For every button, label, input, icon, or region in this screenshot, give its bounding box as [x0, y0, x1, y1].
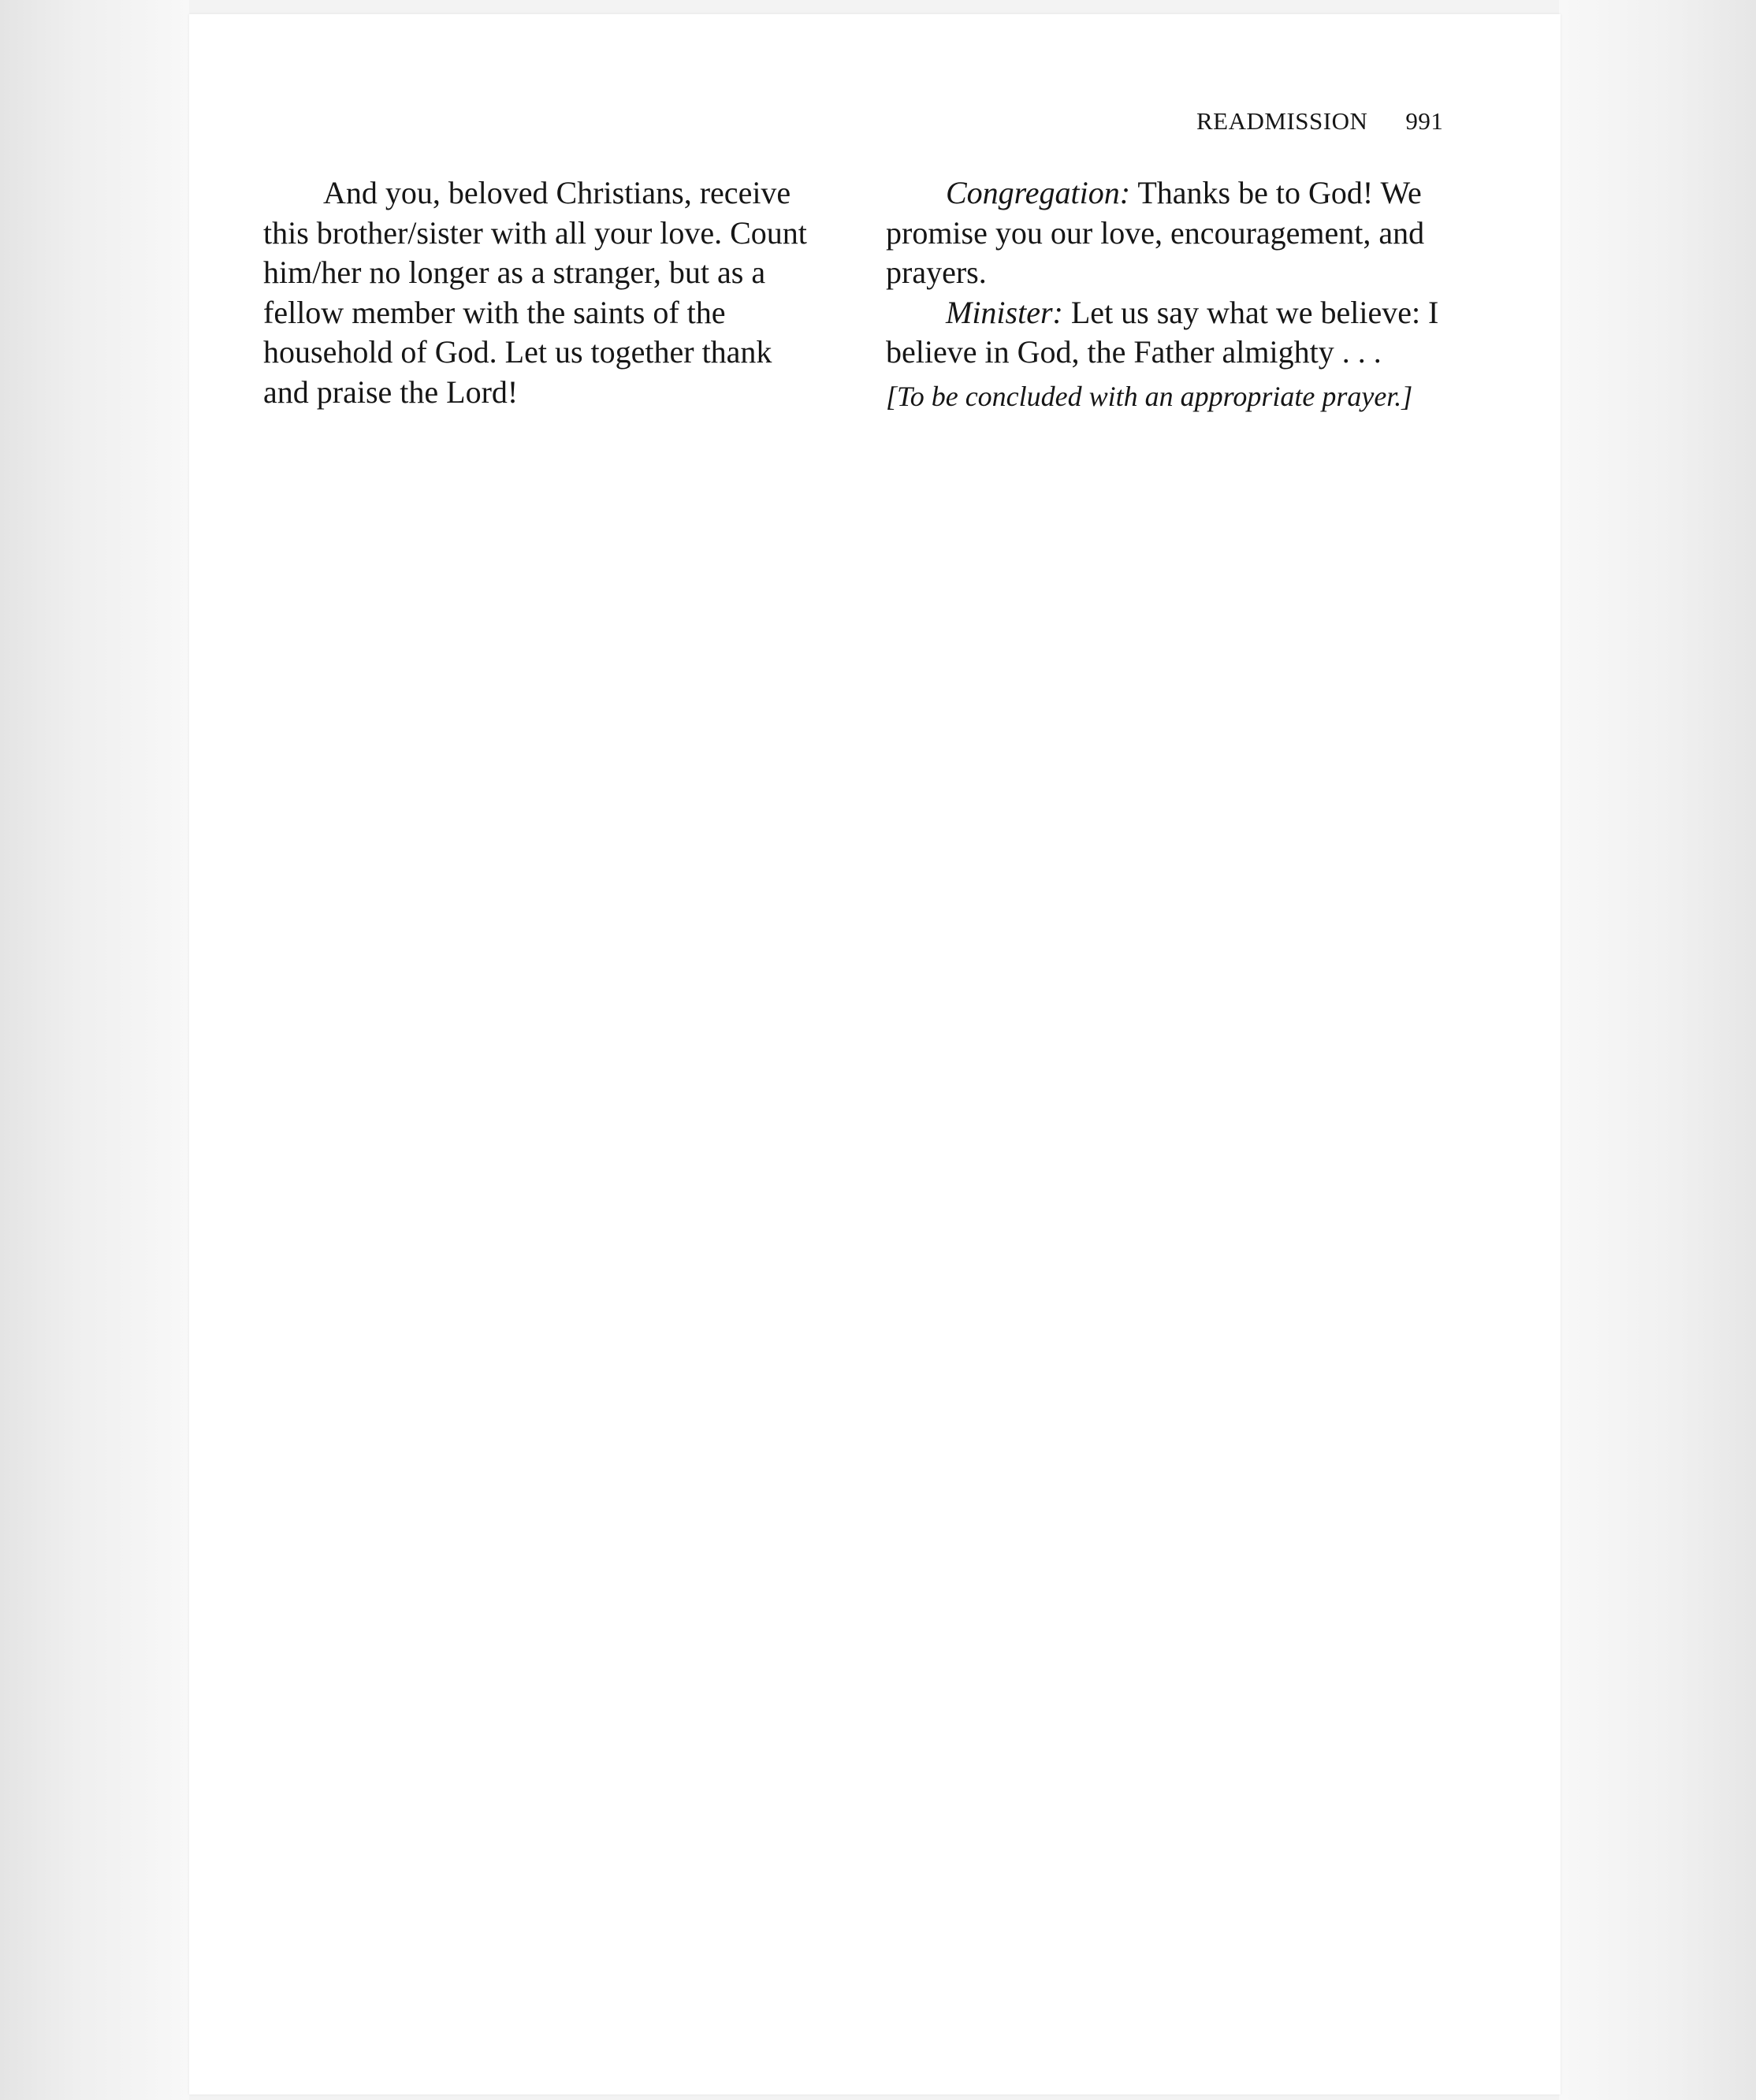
minister-label: Minister:: [946, 294, 1063, 330]
congregation-response: [886, 173, 1453, 293]
left-column: [263, 173, 815, 412]
running-head-title: READMISSION: [1196, 107, 1368, 135]
congregation-text: Thanks be to God! We promise you our love, encouragement, and prayers.: [886, 175, 1425, 290]
closing-rubric: [To be concluded with an appropriate prayer.]: [886, 380, 1413, 412]
exhortation-paragraph: And you, beloved Christians, receive this brother/sister with all your love. Count him/her no longer as a stranger, but as a fellow member with the saints of the household of God. Let us together thank and praise the Lord!: [263, 175, 807, 410]
scan-gutter-left: [0, 0, 189, 2100]
right-column: [886, 173, 1453, 415]
running-header: [1196, 107, 1443, 139]
scan-gutter-right: [1559, 0, 1756, 2100]
minister-statement: [886, 293, 1453, 373]
page-number: 991: [1405, 107, 1444, 135]
minister-text: Let us say what we believe: I believe in God, the Father almighty . . .: [886, 294, 1439, 370]
congregation-label: Congregation:: [946, 175, 1131, 210]
